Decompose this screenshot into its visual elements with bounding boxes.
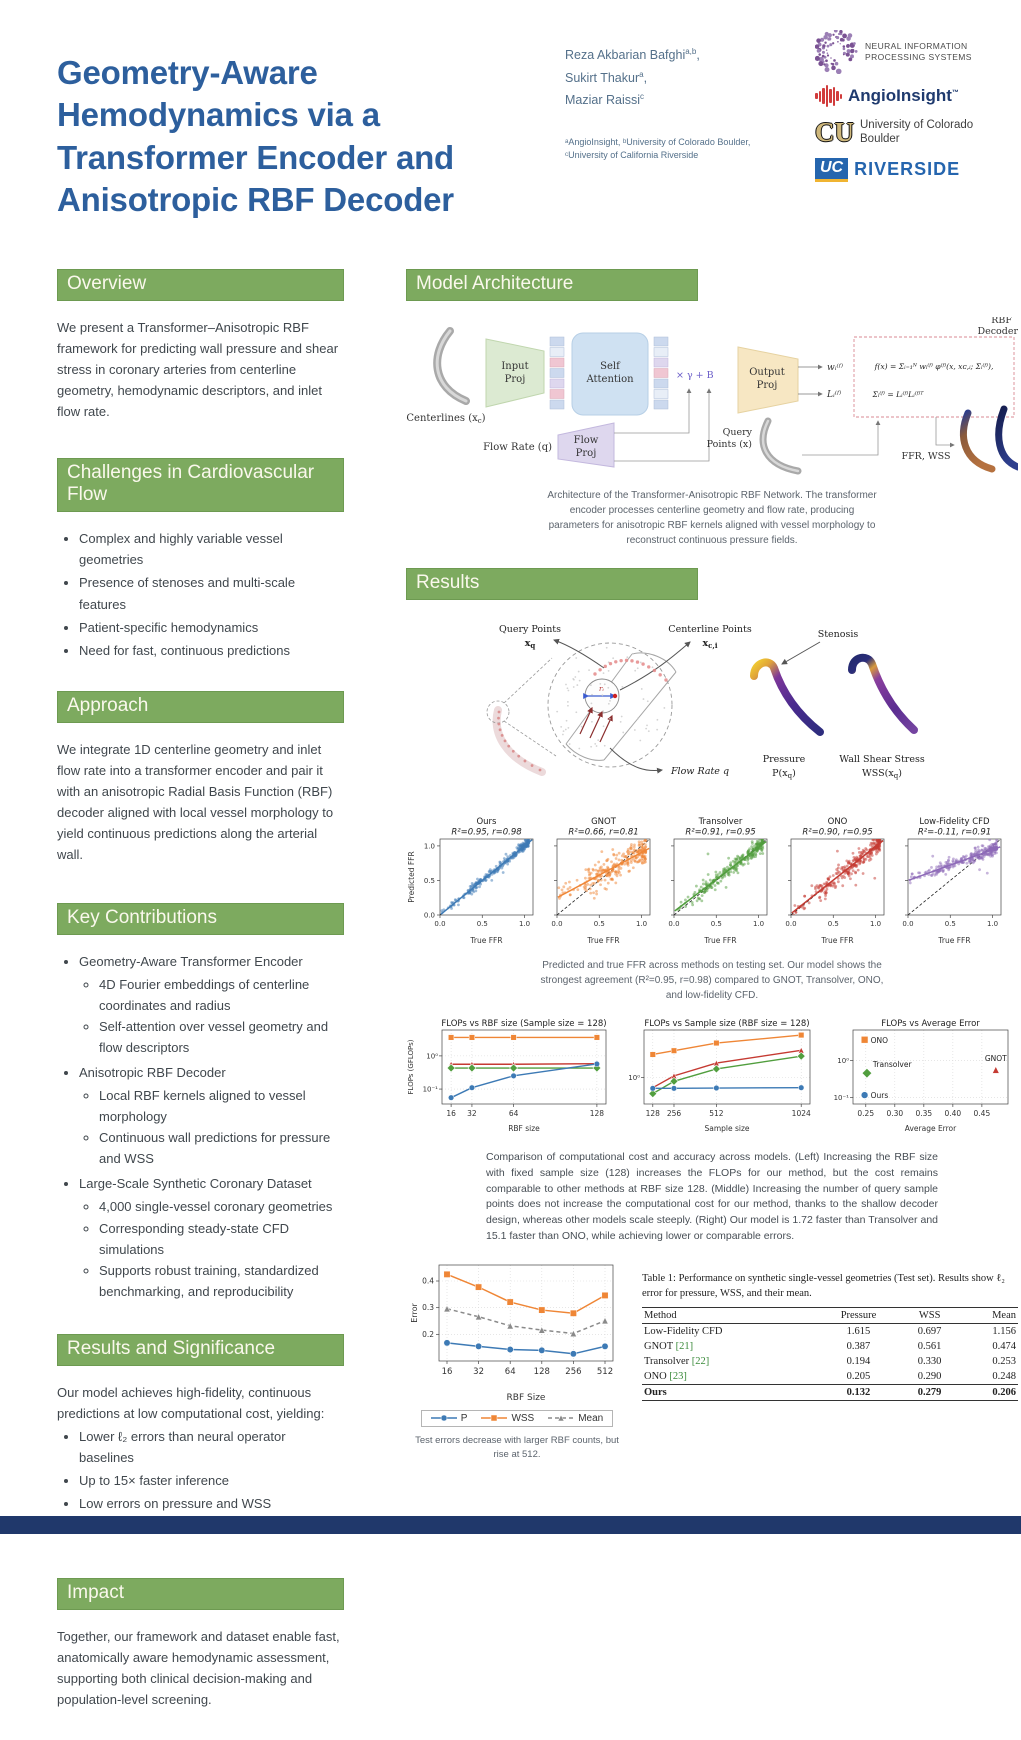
svg-text:0.45: 0.45	[973, 1109, 991, 1119]
svg-text:128: 128	[589, 1109, 605, 1119]
results-table-block	[642, 1257, 1018, 1463]
contribution-subs	[79, 974, 344, 1058]
model-architecture-header: Model Architecture	[406, 269, 698, 301]
col-wss: WSS	[900, 1308, 958, 1324]
svg-text:Centerlines (xc): Centerlines $(x_c)$	[406, 413, 486, 426]
svg-text:1.0: 1.0	[518, 920, 531, 929]
ffr-scatter-ono	[779, 815, 896, 952]
query-vessel-shape	[763, 421, 798, 471]
flops-vs-rbf-size-plot	[406, 1017, 618, 1140]
input-proj-block	[486, 339, 544, 407]
results-table	[642, 1307, 1018, 1401]
affiliations: ᵃAngioInsight, ᵇUniversity of Colorado Boulder, ᶜUniversity of California Riverside	[565, 136, 751, 161]
svg-text:wᵢ⁽ᶠ⁾: wᵢ⁽ᶠ⁾	[827, 363, 844, 374]
svg-text:P(xq): $P(x_q)$	[772, 768, 796, 781]
svg-text:Flow Rate q: Flow Rate q	[670, 766, 730, 778]
svg-text:0.0: 0.0	[668, 920, 680, 929]
table-caption: Table 1: Performance on synthetic single-vessel geometries (Test set). Results show ℓ₂ error for pressure, WSS, and their mean.	[642, 1272, 1005, 1299]
col-method: Method	[642, 1308, 817, 1324]
svg-text:Transolver: Transolver	[698, 817, 743, 828]
svg-text:Ours: Ours	[870, 1091, 889, 1101]
logo-column	[815, 30, 1003, 243]
impact-text: Together, our framework and dataset enable fast, anatomically aware hemodynamic assessment, supporting both clinical decision-making and population-level screening.	[57, 1628, 340, 1708]
ucr-uc-icon: UC	[815, 158, 848, 182]
svg-text:rᵢ: rᵢ	[599, 685, 604, 694]
error-plot-legend	[421, 1410, 613, 1427]
svg-text:Lᵢ⁽ᶠ⁾: Lᵢ⁽ᶠ⁾	[827, 390, 842, 401]
svg-text:Query Points: Query Points	[498, 624, 562, 636]
contribution-sub-item: ◦ Continuous wall predictions for pressure and WSS	[99, 1127, 344, 1169]
svg-text:Average Error: Average Error	[904, 1124, 957, 1134]
svg-text:1.0: 1.0	[635, 920, 648, 929]
svg-text:64: 64	[504, 1366, 516, 1377]
svg-text:FLOPs vs Sample size (RBF size: FLOPs vs Sample size (RBF size = 128)	[644, 1019, 810, 1030]
ffr-vessel-shape	[963, 413, 992, 469]
results-significance-header: Results and Significance	[57, 1334, 344, 1366]
contribution-subs	[79, 1196, 344, 1301]
svg-text:GNOT: GNOT	[591, 817, 616, 828]
svg-text:ONO: ONO	[827, 817, 848, 828]
svg-text:True FFR: True FFR	[938, 936, 971, 946]
section-challenges	[57, 458, 344, 660]
svg-text:Wall Shear Stress: Wall Shear Stress	[839, 754, 925, 766]
svg-text:10⁰: 10⁰	[628, 1074, 640, 1083]
svg-text:0.5: 0.5	[476, 920, 488, 929]
svg-text:Output: Output	[749, 367, 785, 379]
svg-text:RBF: RBF	[991, 317, 1012, 327]
contribution-sub-item: ◦ Corresponding steady-state CFD simulations	[99, 1218, 344, 1260]
section-results-significance	[57, 1334, 344, 1514]
svg-text:True FFR: True FFR	[470, 936, 503, 946]
svg-text:0.0: 0.0	[434, 920, 446, 929]
flops-plot-row	[406, 1017, 1018, 1140]
wss-vessel-shape	[852, 658, 914, 730]
footer-bar	[0, 1516, 1021, 1534]
svg-text:0.5: 0.5	[423, 877, 435, 886]
svg-text:Input: Input	[501, 361, 529, 373]
svg-text:True FFR: True FFR	[587, 936, 620, 946]
svg-text:R²=0.90, r=0.95: R²=0.90, r=0.95	[802, 827, 873, 838]
legend-entry-p: P	[431, 1413, 468, 1424]
svg-text:GNOT: GNOT	[984, 1054, 1007, 1064]
svg-text:Proj: Proj	[504, 374, 526, 386]
error-caption: Test errors decrease with larger RBF counts, but rise at 512.	[415, 1435, 619, 1461]
svg-text:32: 32	[473, 1366, 485, 1377]
ucr-wordmark: RIVERSIDE	[854, 159, 961, 180]
neurips-logo	[815, 30, 972, 74]
results-significance-list	[57, 1426, 344, 1514]
contribution-item: • Anisotropic RBF Decoder ◦ Local RBF kernels aligned to vessel morphology ◦ Continuous wall predictions for pressure and WSS	[79, 1062, 344, 1169]
challenges-header: Challenges in Cardiovascular Flow	[57, 458, 344, 512]
overview-text: We present a Transformer–Anisotropic RBF framework for predicting wall pressure and shear stress in coronary arteries from centerline geometry, hemodynamic descriptors, and inlet flow rate.	[57, 320, 339, 420]
flops-caption: Comparison of computational cost and accuracy across models. (Left) Increasing the RBF size with fixed sample size (128) increases the FLOPs for our method, but the cost remains comparable to other methods at RBF size 128. (Middle) Increasing the number of query sample points does not increase the computational cost for our method, thanks to the shallow decoder design, whereas other models scale steeply. (Right) Our model is 1.72 faster than Transolver and 15.1 faster than ONO, while achieving lower or comparable errors.	[486, 1151, 938, 1242]
author-line: Maziar Raissi$^c$	[565, 91, 645, 107]
contribution-sub-item: ◦ 4,000 single-vessel coronary geometries	[99, 1196, 344, 1217]
approach-header: Approach	[57, 691, 344, 723]
svg-text:0.4: 0.4	[422, 1276, 434, 1286]
svg-text:16: 16	[446, 1109, 456, 1119]
architecture-diagram	[406, 317, 1018, 477]
svg-text:FFR, WSS: FFR, WSS	[901, 451, 951, 463]
svg-text:WSS(xq): $WSS(x_q)$	[862, 768, 902, 781]
svg-text:0.0: 0.0	[785, 920, 797, 929]
poster-title: Geometry-Aware Hemodynamics via a Transformer Encoder and Anisotropic RBF Decoder	[57, 54, 455, 218]
svg-text:0.5: 0.5	[710, 920, 722, 929]
svg-text:64: 64	[508, 1109, 519, 1119]
contribution-item: • Large-Scale Synthetic Coronary Dataset ◦ 4,000 single-vessel coronary geometries ◦ Corresponding steady-state CFD simulations ◦ Supports robust training, standardized benchmarking, and reproducibility	[79, 1173, 344, 1301]
results-significance-item: • Low errors on pressure and WSS	[79, 1493, 344, 1514]
ffr-scatter-gnot	[545, 815, 662, 952]
challenges-list	[57, 528, 344, 660]
svg-text:True FFR: True FFR	[704, 936, 737, 946]
architecture-caption: Architecture of the Transformer-Anisotropic RBF Network. The transformer encoder processes centerline geometry and flow rate, producing parameters for anisotropic RBF kernels aligned with vessel morphology to reconstruct continuous pressure fields.	[547, 490, 877, 547]
svg-text:16: 16	[441, 1366, 453, 1377]
contribution-subs	[79, 1085, 344, 1169]
svg-text:Query: Query	[722, 427, 752, 439]
svg-text:Predicted FFR: Predicted FFR	[407, 851, 416, 903]
svg-text:1.0: 1.0	[986, 920, 999, 929]
pressure-vessel-shape	[754, 663, 820, 733]
svg-text:Flow: Flow	[573, 435, 599, 447]
results-header: Results	[406, 568, 698, 600]
section-key-contributions	[57, 903, 344, 1302]
vessel-diagram	[452, 610, 972, 806]
svg-text:10⁻¹: 10⁻¹	[422, 1085, 438, 1094]
svg-text:Transolver: Transolver	[872, 1060, 912, 1070]
page-header	[0, 0, 1021, 243]
cu-wordmark: University of Colorado Boulder	[860, 119, 974, 146]
svg-text:R²=0.95, r=0.98: R²=0.95, r=0.98	[451, 827, 522, 838]
svg-text:0.40: 0.40	[944, 1109, 962, 1119]
svg-text:1.0: 1.0	[752, 920, 765, 929]
table-row: Transolver [22] 0.194 0.330 0.253	[644, 1356, 1016, 1368]
svg-text:Σᵢ⁽ᶠ⁾ = Lᵢ⁽ᶠ⁾Lᵢ⁽ᶠ⁾ᵀ: Σᵢ⁽ᶠ⁾ = Lᵢ⁽ᶠ⁾Lᵢ⁽ᶠ⁾ᵀ	[872, 390, 924, 400]
ffr-caption: Predicted and true FFR across methods on testing set. Our model shows the strongest agreement (R²=0.95, r=0.98) compared to GNOT, Transolver, ONO, and low-fidelity CFD.	[540, 960, 884, 1002]
results-significance-item: • Up to 15× faster inference	[79, 1470, 344, 1491]
svg-text:0.5: 0.5	[944, 920, 956, 929]
author-line: Reza Akbarian Bafghi$^{a,b}$,	[565, 46, 700, 62]
error-plot	[406, 1257, 628, 1408]
svg-text:Proj: Proj	[575, 448, 597, 460]
svg-text:1.0: 1.0	[423, 842, 435, 851]
svg-text:R²=0.66, r=0.81: R²=0.66, r=0.81	[568, 827, 639, 838]
cu-interlock-icon: CU	[815, 116, 854, 147]
svg-text:Stenosis: Stenosis	[817, 629, 859, 641]
contribution-item: • Geometry-Aware Transformer Encoder ◦ 4D Fourier embeddings of centerline coordinates and radius ◦ Self-attention over vessel geometry and flow descriptors	[79, 951, 344, 1058]
svg-text:32: 32	[467, 1109, 477, 1119]
angio-wordmark: AngioInsight™	[848, 86, 959, 105]
contributions-header: Key Contributions	[57, 903, 344, 935]
svg-text:xq: $x_q$	[524, 638, 536, 651]
svg-text:0.30: 0.30	[886, 1109, 904, 1119]
svg-text:xc,i: $x_{c,i}$	[702, 638, 718, 651]
svg-text:10⁰: 10⁰	[426, 1052, 438, 1061]
svg-text:0.5: 0.5	[593, 920, 605, 929]
svg-text:0.0: 0.0	[902, 920, 914, 929]
table-row: Low-Fidelity CFD 1.615 0.697 1.156	[644, 1326, 1016, 1338]
svg-text:0.2: 0.2	[422, 1329, 434, 1339]
legend-entry-mean: Mean	[548, 1413, 603, 1424]
contribution-sub-item: ◦ 4D Fourier embeddings of centerline coordinates and radius	[99, 974, 344, 1016]
source-vessel-shape	[497, 710, 542, 772]
bottom-row	[406, 1257, 1018, 1463]
svg-text:Error: Error	[410, 1302, 419, 1323]
svg-text:512: 512	[709, 1109, 724, 1119]
svg-text:FLOPs vs RBF size (Sample size: FLOPs vs RBF size (Sample size = 128)	[441, 1019, 607, 1030]
svg-text:0.0: 0.0	[551, 920, 563, 929]
results-significance-text: Our model achieves high-fidelity, continuous predictions at low computational cost, yielding:	[57, 1384, 325, 1421]
authors-block	[565, 30, 815, 243]
cu-boulder-logo	[815, 118, 973, 147]
col-mean: Mean	[959, 1308, 1018, 1324]
challenge-item: • Presence of stenoses and multi-scale features	[79, 572, 344, 614]
architecture-figure	[406, 317, 1018, 482]
ffr-scatter-low-fidelity-cfd	[896, 815, 1013, 952]
ffr-scatter-row	[406, 815, 1018, 952]
svg-text:0.3: 0.3	[422, 1302, 434, 1312]
overview-header: Overview	[57, 269, 344, 301]
table-row-ours: Ours 0.132 0.279 0.206	[642, 1385, 1018, 1401]
svg-text:256: 256	[565, 1366, 582, 1377]
svg-text:Self: Self	[600, 361, 620, 373]
legend-entry-wss: WSS	[481, 1413, 534, 1424]
section-approach	[57, 691, 344, 865]
ffr-scatter-transolver	[662, 815, 779, 952]
svg-text:f(x) = Σᵢ₌₁ᴺ wᵢ⁽ᶠ⁾ φ⁽ᶠ⁾(x, xᴄ,: f(x) = Σᵢ₌₁ᴺ wᵢ⁽ᶠ⁾ φ⁽ᶠ⁾(x, xᴄ,ᵢ; Σᵢ⁽ᶠ⁾),	[874, 362, 994, 372]
svg-text:Attention: Attention	[586, 374, 634, 386]
impact-header: Impact	[57, 1578, 344, 1610]
svg-text:0.5: 0.5	[827, 920, 839, 929]
svg-text:R²=0.91, r=0.95: R²=0.91, r=0.95	[685, 827, 756, 838]
svg-text:10⁰: 10⁰	[837, 1056, 849, 1065]
svg-text:512: 512	[596, 1366, 614, 1377]
svg-text:0.35: 0.35	[915, 1109, 933, 1119]
token-stack	[550, 337, 564, 409]
uc-riverside-logo	[815, 158, 960, 182]
svg-text:Flow Rate (q): Flow Rate (q)	[483, 442, 552, 454]
challenge-item: • Complex and highly variable vessel geometries	[79, 528, 344, 570]
vessel-figure	[406, 610, 1018, 811]
table-row: ONO [23] 0.205 0.290 0.248	[644, 1371, 1016, 1383]
svg-text:128: 128	[533, 1366, 550, 1377]
token-stack	[654, 337, 668, 409]
author-line: Sukirt Thakur$^a$,	[565, 69, 648, 85]
svg-text:1.0: 1.0	[869, 920, 882, 929]
svg-text:RBF size: RBF size	[508, 1124, 540, 1134]
rbf-formula-box	[854, 337, 1014, 417]
svg-text:Sample size: Sample size	[704, 1124, 750, 1134]
svg-text:FLOPs vs Average Error: FLOPs vs Average Error	[881, 1019, 980, 1030]
contributions-list	[57, 951, 344, 1302]
col-pressure: Pressure	[817, 1308, 901, 1324]
svg-text:RBF Size: RBF Size	[506, 1392, 546, 1403]
svg-text:128: 128	[645, 1109, 660, 1119]
contribution-sub-item: ◦ Self-attention over vessel geometry and flow descriptors	[99, 1016, 344, 1058]
angio-pulse-icon	[815, 85, 842, 107]
flops-vs-average-error-plot	[823, 1017, 1018, 1140]
challenge-item: • Patient-specific hemodynamics	[79, 617, 344, 638]
svg-text:True FFR: True FFR	[821, 936, 854, 946]
svg-text:Ours: Ours	[476, 817, 497, 828]
results-significance-item: • Lower ℓ₂ errors than neural operator baselines	[79, 1426, 344, 1468]
svg-text:Points (x): Points (x)	[706, 439, 752, 451]
challenge-item: • Need for fast, continuous predictions	[79, 640, 344, 661]
neurips-wordmark: NEURAL INFORMATION PROCESSING SYSTEMS	[865, 40, 972, 62]
svg-text:0.25: 0.25	[857, 1109, 875, 1119]
wss-vessel-shape	[999, 409, 1018, 467]
svg-text:Pressure: Pressure	[762, 754, 806, 766]
svg-text:10⁻¹: 10⁻¹	[833, 1093, 849, 1102]
svg-text:R²=-0.11, r=0.91: R²=-0.11, r=0.91	[917, 827, 992, 838]
section-overview	[57, 269, 344, 422]
approach-text: We integrate 1D centerline geometry and inlet flow rate into a transformer encoder and pair it with an anisotropic Radial Basis Function (RBF) decoder aligned with local vessel morphology to yield continuous predictions along the arterial wall.	[57, 741, 334, 862]
scale-shift-label: × γ + B	[676, 370, 714, 382]
contribution-sub-item: ◦ Supports robust training, standardized benchmarking, and reproducibility	[99, 1260, 344, 1302]
ffr-scatter-ours	[406, 815, 545, 952]
svg-text:ONO: ONO	[870, 1035, 889, 1045]
svg-text:0.0: 0.0	[423, 911, 435, 920]
table-row: GNOT [21] 0.387 0.561 0.474	[644, 1341, 1016, 1353]
svg-text:Proj: Proj	[756, 380, 778, 392]
table-body	[642, 1324, 1018, 1385]
svg-text:Centerline Points: Centerline Points	[668, 624, 752, 636]
contribution-sub-item: ◦ Local RBF kernels aligned to vessel morphology	[99, 1085, 344, 1127]
error-plot-block	[406, 1257, 628, 1463]
section-impact	[57, 1578, 344, 1710]
flops-vs-sample-size-plot	[618, 1017, 823, 1140]
svg-text:Decoder: Decoder	[977, 326, 1018, 338]
svg-text:256: 256	[666, 1109, 682, 1119]
svg-text:FLOPs (GFLOPs): FLOPs (GFLOPs)	[407, 1039, 415, 1095]
neurips-swirl-icon	[815, 30, 859, 74]
svg-text:1024: 1024	[791, 1109, 811, 1119]
angioinsight-logo	[815, 85, 959, 107]
svg-text:Low-Fidelity CFD: Low-Fidelity CFD	[919, 817, 990, 828]
